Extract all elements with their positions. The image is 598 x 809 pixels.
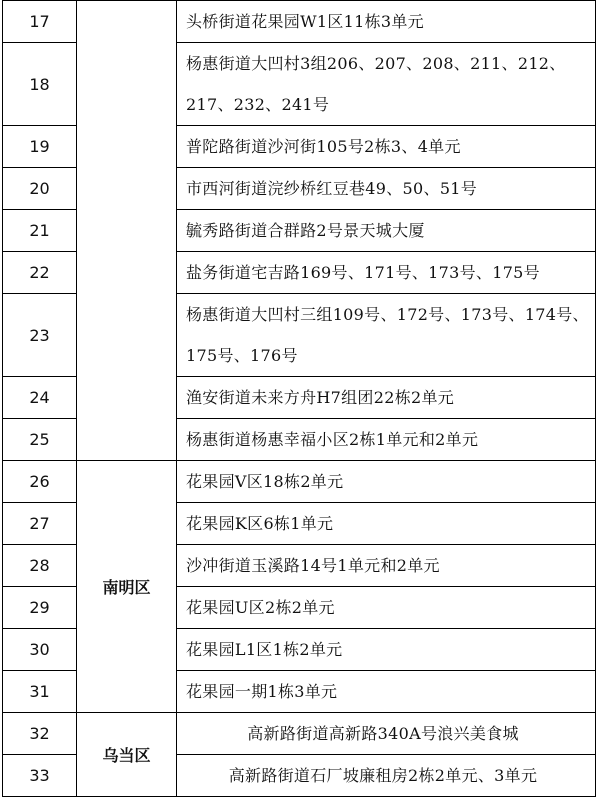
- row-number: 20: [3, 168, 77, 210]
- address-cell: 高新路街道高新路340A号浪兴美食城: [177, 713, 596, 755]
- address-table: [2, 0, 596, 797]
- address-cell: 沙冲街道玉溪路14号1单元和2单元: [177, 545, 596, 587]
- row-number: 31: [3, 671, 77, 713]
- address-cell: 花果园K区6栋1单元: [177, 503, 596, 545]
- address-cell: 毓秀路街道合群路2号景天城大厦: [177, 210, 596, 252]
- row-number: 23: [3, 294, 77, 377]
- row-number: 21: [3, 210, 77, 252]
- address-cell: 花果园U区2栋2单元: [177, 587, 596, 629]
- row-number: 28: [3, 545, 77, 587]
- address-cell: 高新路街道石厂坡廉租房2栋2单元、3单元: [177, 755, 596, 797]
- table-row: [3, 713, 596, 755]
- address-cell: 花果园一期1栋3单元: [177, 671, 596, 713]
- table-row: [3, 461, 596, 503]
- district-cell-wudang: 乌当区: [77, 713, 177, 797]
- address-cell: 普陀路街道沙河街105号2栋3、4单元: [177, 126, 596, 168]
- row-number: 29: [3, 587, 77, 629]
- address-cell: 花果园L1区1栋2单元: [177, 629, 596, 671]
- row-number: 32: [3, 713, 77, 755]
- row-number: 18: [3, 43, 77, 126]
- address-cell: 市西河街道浣纱桥红豆巷49、50、51号: [177, 168, 596, 210]
- row-number: 25: [3, 419, 77, 461]
- address-cell: 杨惠街道大凹村3组206、207、208、211、212、217、232、241号: [177, 43, 596, 126]
- table-row: [3, 1, 596, 43]
- address-cell: 渔安街道未来方舟H7组团22栋2单元: [177, 377, 596, 419]
- row-number: 27: [3, 503, 77, 545]
- row-number: 17: [3, 1, 77, 43]
- district-cell: [77, 1, 177, 461]
- address-cell: 头桥街道花果园W1区11栋3单元: [177, 1, 596, 43]
- address-cell: 杨惠街道杨惠幸福小区2栋1单元和2单元: [177, 419, 596, 461]
- row-number: 22: [3, 252, 77, 294]
- address-cell: 花果园V区18栋2单元: [177, 461, 596, 503]
- row-number: 19: [3, 126, 77, 168]
- row-number: 33: [3, 755, 77, 797]
- district-cell-nanming: 南明区: [77, 461, 177, 713]
- address-cell: 盐务街道宅吉路169号、171号、173号、175号: [177, 252, 596, 294]
- row-number: 24: [3, 377, 77, 419]
- row-number: 30: [3, 629, 77, 671]
- row-number: 26: [3, 461, 77, 503]
- address-cell: 杨惠街道大凹村三组109号、172号、173号、174号、175号、176号: [177, 294, 596, 377]
